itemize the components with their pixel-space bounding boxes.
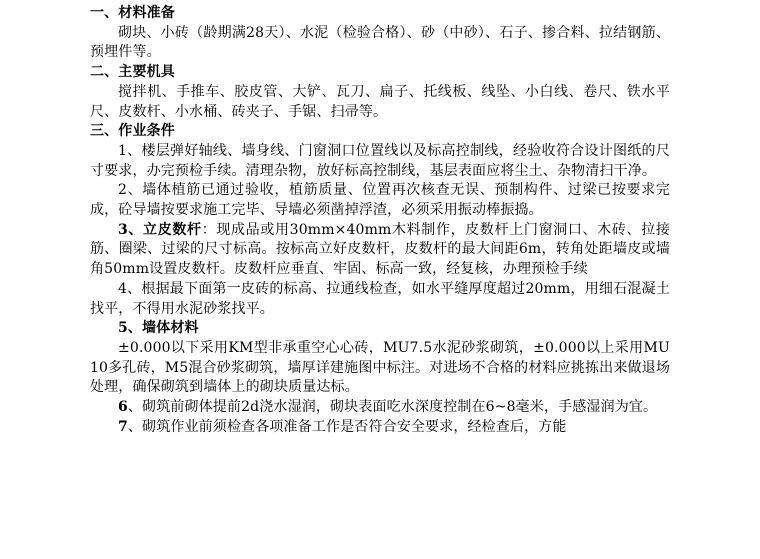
document-body [90,4,670,437]
condition-item-4: 4、根据最下面第一皮砖的标高、拉通线检查，如水平缝厚度超过20mm，用细石混凝土找平，不得用水泥砂浆找平。 [90,280,670,317]
section-heading-materials: 一、材料准备 [90,5,175,21]
materials-paragraph: 砌块、小砖（龄期满28天）、水泥（检验合格）、砂（中砂）、石子、掺合料、拉结钢筋、预埋件等。 [90,24,670,61]
item-7-number: 7 [118,418,128,435]
item-3-body: ：现成品或用30mm×40mm木料制作，皮数杆上门窗洞口、木砖、拉接筋、圈梁、过梁的尺寸标高。按标高立好皮数杆，皮数杆的最大间距6m，转角处距墙皮或墙角50mm设置皮数杆。皮数杆应垂直、牢固、标高一致，经复核，办理预检手续 [90,221,670,278]
tools-paragraph: 搅拌机、手推车、胶皮管、大铲、瓦刀、扁子、托线板、线坠、小白线、卷尺、铁水平尺、皮数杆、小水桶、砖夹子、手锯、扫帚等。 [90,83,670,120]
condition-item-7 [90,418,670,438]
item-3-lead: 3、立皮数杆 [118,221,202,238]
item-6-body: 、砌筑前砌体提前2d浇水湿润，砌块表面吃水深度控制在6~8毫米，手感湿润为宜。 [127,399,658,416]
condition-item-1: 1、楼层弹好轴线、墙身线、门窗洞口位置线以及标高控制线，经验收符合设计图纸的尺寸要求，办完预检手续。清理杂物，放好标高控制线，基层表面应将尘土、杂物清扫干净。 [90,142,670,179]
condition-item-6 [90,398,670,418]
item-6-number: 6 [118,399,128,416]
condition-item-2: 2、墙体植筋已通过验收，植筋质量、位置再次核查无误、预制构件、过梁已按要求完成，砼导墙按要求施工完毕、导墙必须凿掉浮渣，必须采用振动棒振捣。 [90,182,670,219]
condition-item-5-body: ±0.000以下采用KM型非承重空心心砖，MU7.5水泥砂浆砌筑，±0.000以上采用MU10多孔砖，M5混合砂浆砌筑，墙厚详建施图中标注。对进场不合格的材料应挑拣出来做退场处理，确保砌筑到墙体上的砌块质量达标。 [90,339,670,396]
section-heading-conditions: 三、作业条件 [90,123,175,140]
condition-item-3 [90,221,670,280]
item-7-body: 、砌筑作业前须检查各项准备工作是否符合安全要求，经检查后，方能 [127,418,567,435]
condition-item-5-heading [90,319,670,339]
section-heading-tools: 二、主要机具 [90,64,175,81]
item-5-heading: 5、墙体材料 [118,320,199,337]
